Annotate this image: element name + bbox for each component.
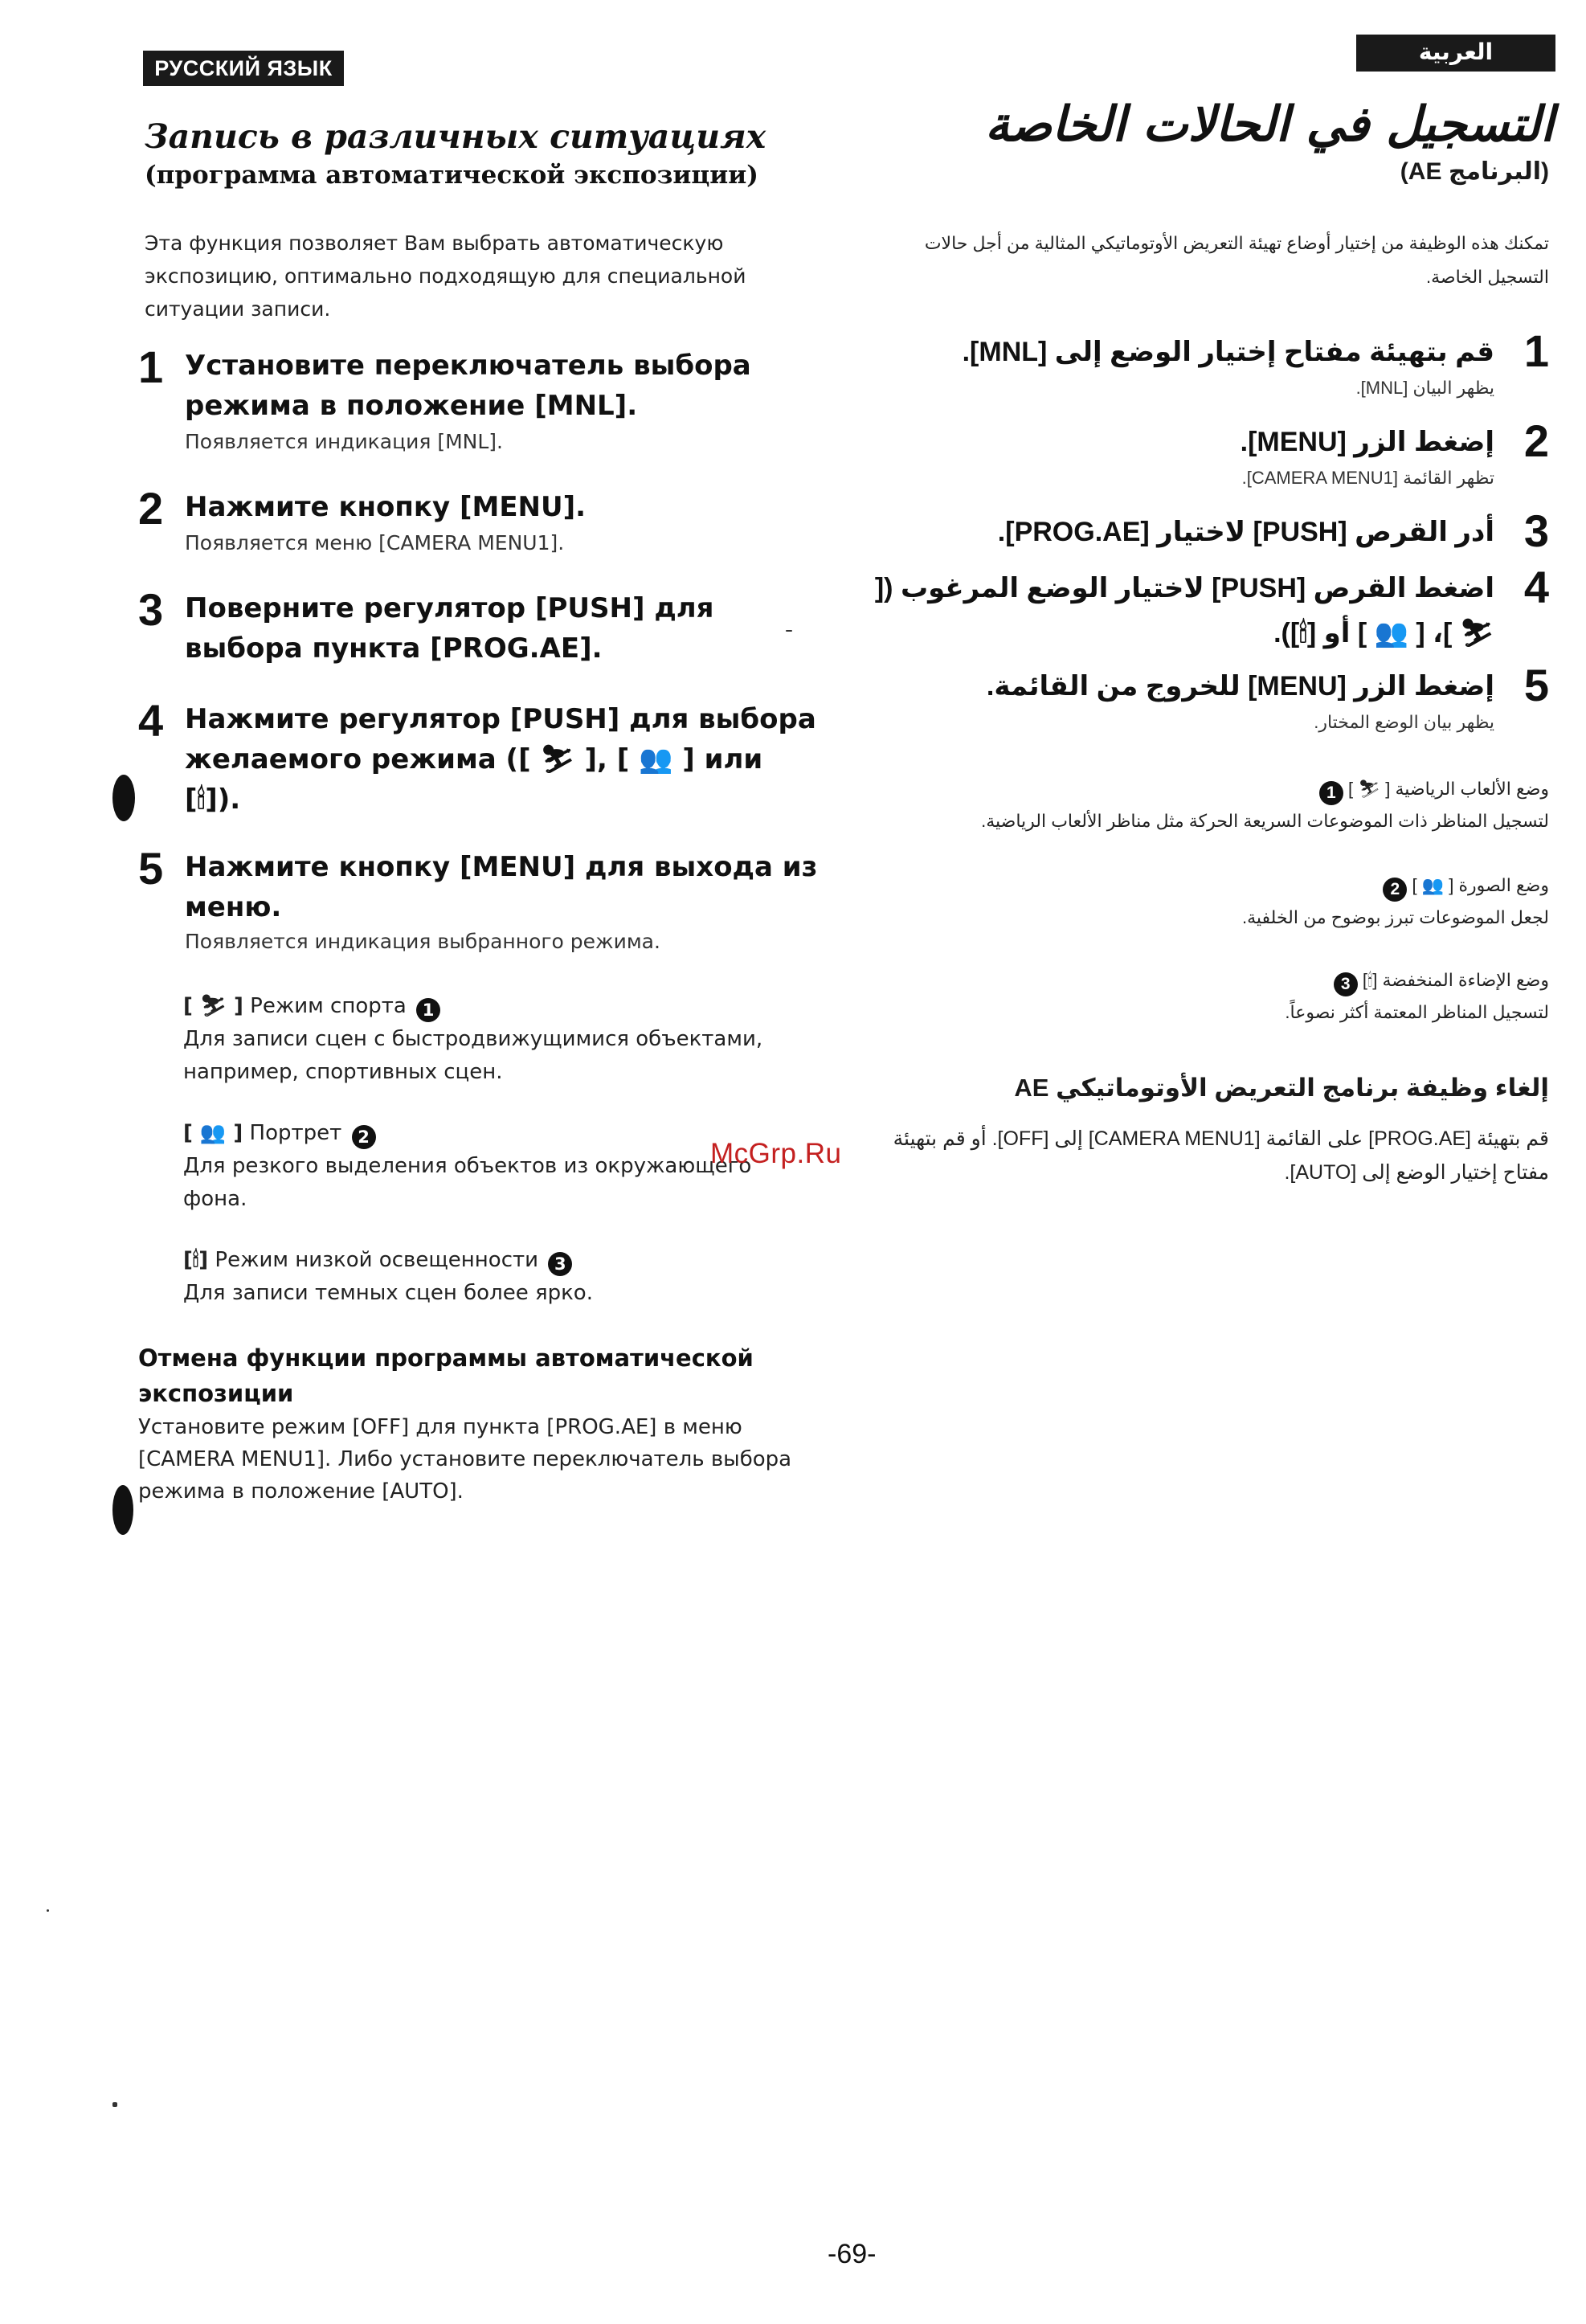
language-tab-russian: РУССКИЙ ЯЗЫК [143, 51, 344, 86]
mode-description: لجعل الموضوعات تبرز بوضوح من الخلفية. [1242, 907, 1549, 927]
step-instruction: قم بتهيئة مفتاح إختيار الوضع إلى [MNL]. [962, 337, 1494, 367]
step-number: 1 [138, 342, 164, 392]
scan-speck [112, 2102, 117, 2107]
mode-name: Режим спорта [250, 994, 407, 1018]
step-note: Появляется меню [CAMERA MENU1]. [185, 531, 565, 554]
step-note: يظهر البيان [MNL]. [1355, 378, 1494, 398]
mode-name: وضع الإضاءة المنخفضة [🕯] [1362, 970, 1549, 990]
step-number: 3 [138, 584, 164, 635]
step-instruction: إضغط الزر [MENU]. [1240, 427, 1494, 457]
step-number: 1 [1523, 325, 1549, 376]
mode-name: وضع الألعاب الرياضية [ ⛷ ] [1347, 779, 1549, 799]
step-note: يظهر بيان الوضع المختار. [1314, 712, 1494, 732]
step-number: 4 [1523, 562, 1549, 612]
mode-sports-ar [890, 773, 1549, 837]
cancel-section-title-ru: Отмена функции программы автоматической экспозиции [138, 1344, 754, 1407]
page-subtitle-ar: (البرنامج AE) [1400, 158, 1549, 185]
step-number: 4 [138, 695, 164, 746]
mode-description: Для записи темных сцен более ярко. [183, 1281, 593, 1305]
step-note: Появляется индикация выбранного режима. [185, 930, 660, 953]
scan-speck [786, 630, 792, 632]
mode-description: Для записи сцен с быстродвижущимися объектами, например, спортивных сцен. [183, 1027, 763, 1084]
mode-description: لتسجيل المناظر المعتمة أكثر نصوعاً. [1285, 1002, 1549, 1022]
cancel-section-title-ar: إلغاء وظيفة برنامج التعريض الأوتوماتيكي AE [1014, 1074, 1549, 1102]
circled-number-marker: 2 [1383, 878, 1407, 902]
page-title-ar: التسجيل في الحالات الخاصة [985, 96, 1554, 153]
page-title-ru: Запись в различных ситуациях [145, 117, 766, 156]
mode-low-light-ru [183, 1244, 818, 1310]
portrait-mode-icon: [ 👥 ] [183, 1121, 243, 1145]
circled-number-marker: 3 [1334, 972, 1358, 996]
low-light-mode-icon: [🕯] [183, 1248, 209, 1272]
language-tab-arabic: العربية [1356, 35, 1555, 72]
step-instruction: Установите переключатель выбора режима в положение [MNL]. [185, 350, 751, 422]
step-number: 2 [1523, 415, 1549, 466]
intro-text-ru: Эта функция позволяет Вам выбрать автоматическую экспозицию, оптимально подходящую для специальной ситуации записи. [145, 231, 746, 321]
cancel-section-text-ru: Установите режим [OFF] для пункта [PROG.AE] в меню [CAMERA MENU1]. Либо установите переключатель выбора режима в положение [AUTO]. [138, 1415, 792, 1504]
step-number: 5 [138, 843, 164, 894]
mode-portrait-ar [890, 869, 1549, 934]
circled-number-marker: 1 [416, 998, 440, 1022]
step-instruction: اضغط القرص [PUSH] لاختيار الوضع المرغوب ([ ⛷ ]، [ 👥 ] أو [🕯]). [874, 573, 1494, 649]
step-note: Появляется индикация [MNL]. [185, 430, 504, 453]
step-instruction: Нажмите регулятор [PUSH] для выбора желаемого режима ([ ⛷ ], [ 👥 ] или [🕯]). [185, 703, 816, 816]
step-instruction: Нажмите кнопку [MENU]. [185, 491, 587, 523]
circled-number-marker: 1 [1319, 781, 1343, 805]
sports-mode-icon: [ ⛷ ] [183, 994, 243, 1018]
binding-hole-mark [112, 775, 135, 821]
page-number: -69- [828, 2239, 877, 2269]
step-instruction: Поверните регулятор [PUSH] для выбора пункта [PROG.AE]. [185, 592, 714, 665]
step-instruction: إضغط الزر [MENU] للخروج من القائمة. [986, 671, 1494, 702]
mode-name: Портрет [249, 1121, 342, 1145]
step-number: 2 [138, 483, 164, 534]
mode-sports-ru [183, 990, 818, 1089]
cancel-section-text-ar: قم بتهيئة [PROG.AE] على القائمة [CAMERA MENU1] إلى [OFF]. أو قم بتهيئة مفتاح إختيار الوضع إلى [AUTO]. [893, 1127, 1549, 1184]
mode-description: Для резкого выделения объектов из окружающего фона. [183, 1154, 752, 1211]
mode-name: Режим низкой освещенности [215, 1248, 539, 1272]
mode-description: لتسجيل المناظر ذات الموضوعات السريعة الحركة مثل مناظر الألعاب الرياضية. [981, 811, 1549, 831]
circled-number-marker: 2 [352, 1125, 376, 1149]
scan-speck [47, 1909, 49, 1912]
watermark-text: McGrp.Ru [710, 1138, 842, 1169]
circled-number-marker: 3 [548, 1252, 572, 1276]
step-number: 3 [1523, 505, 1549, 556]
page-subtitle-ru: (программа автоматической экспозиции) [145, 161, 758, 190]
mode-name: وضع الصورة [ 👥 ] [1412, 875, 1549, 895]
step-instruction: أدر القرص [PUSH] لاختيار [PROG.AE]. [997, 517, 1494, 547]
mode-low-light-ar [890, 964, 1549, 1029]
intro-text-ar: تمكنك هذه الوظيفة من إختيار أوضاع تهيئة التعريض الأوتوماتيكي المثالية من أجل حالات التسجيل الخاصة. [924, 233, 1549, 287]
step-number: 5 [1523, 660, 1549, 710]
binding-hole-mark [112, 1485, 133, 1535]
step-instruction: Нажмите кнопку [MENU] для выхода из меню. [185, 851, 818, 923]
step-note: تظهر القائمة [CAMERA MENU1]. [1241, 468, 1494, 488]
